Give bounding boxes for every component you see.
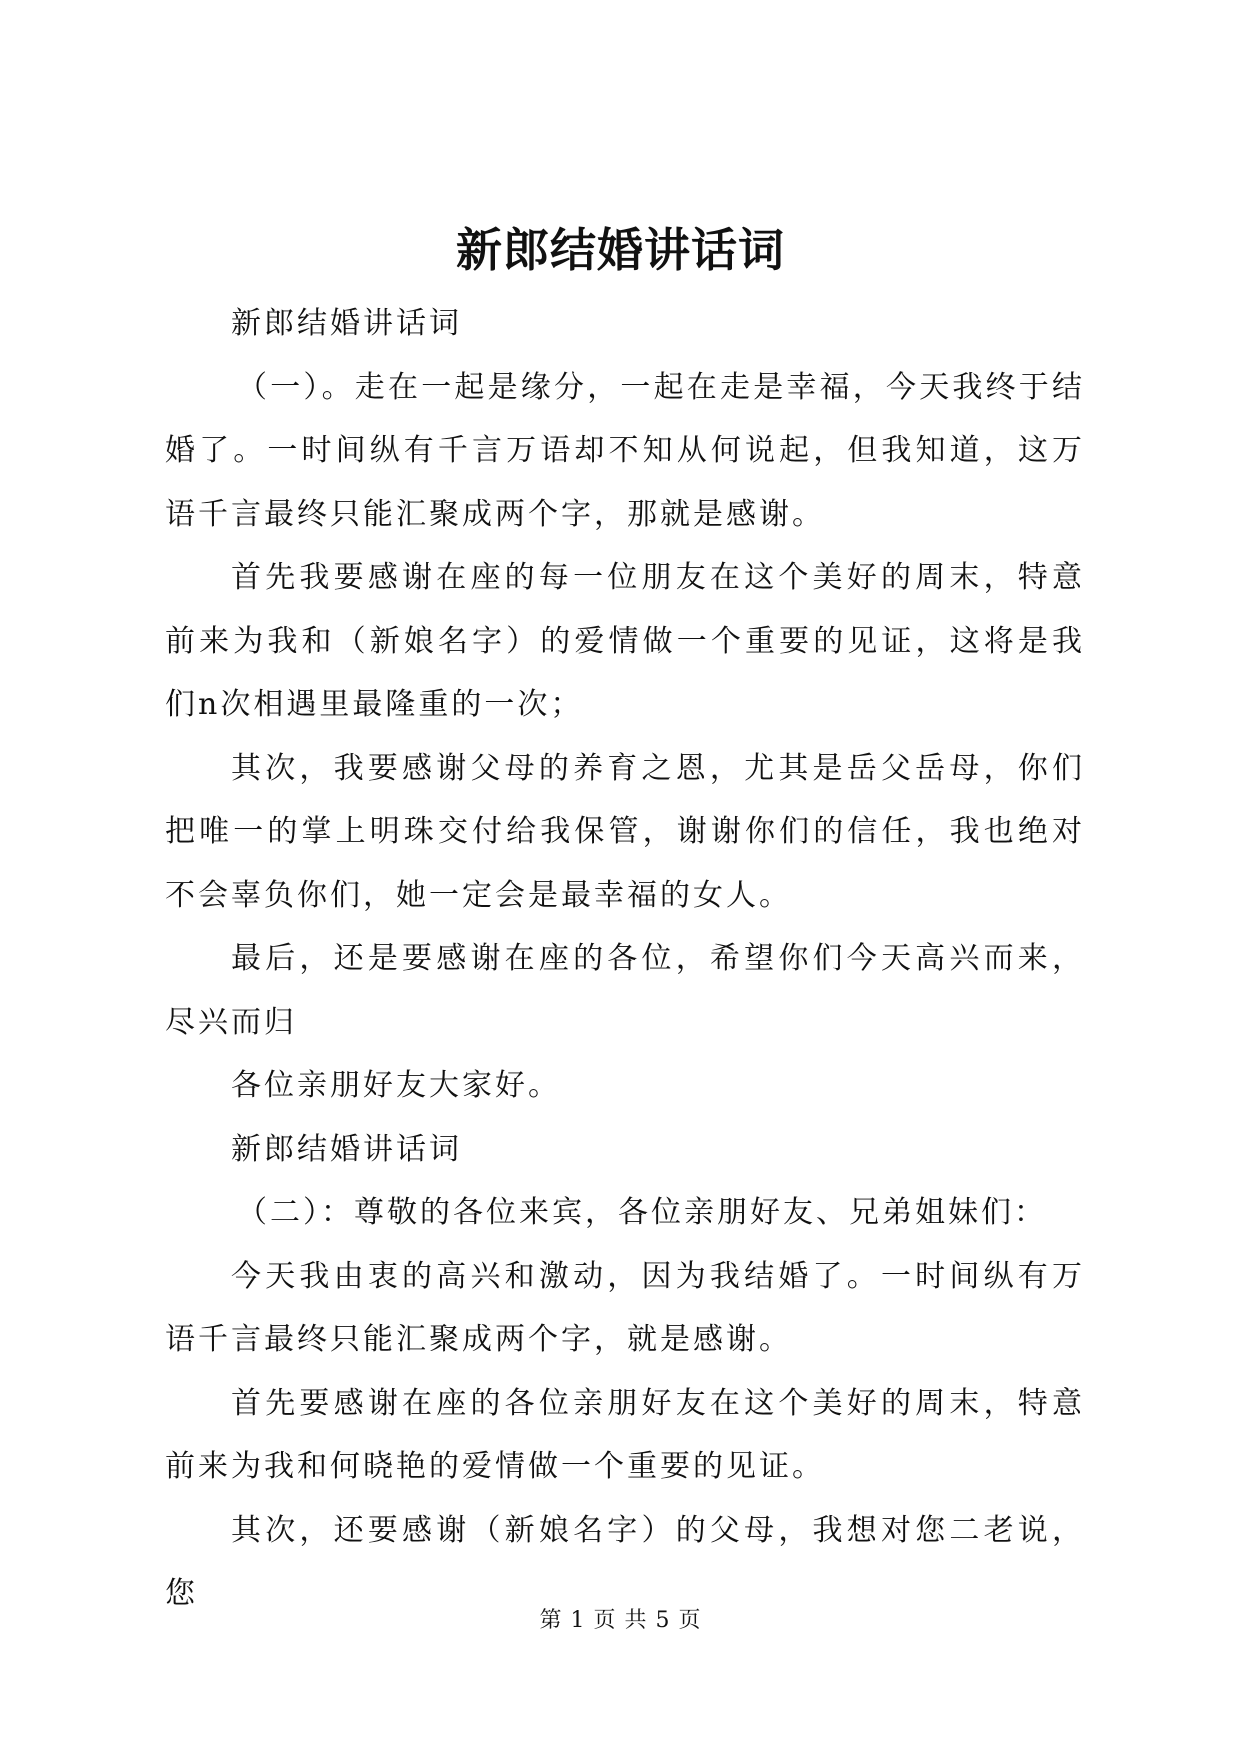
paragraph-thanks-relatives: 首先要感谢在座的各位亲朋好友在这个美好的周末，特意前来为我和何晓艳的爱情做一个重要的见证。 — [165, 1385, 1085, 1484]
paragraph-happiness: 今天我由衷的高兴和激动，因为我结婚了。一时间纵有万语千言最终只能汇聚成两个字，就是感谢。 — [165, 1258, 1085, 1357]
paragraph-subtitle-2: 新郎结婚讲话词 — [231, 1131, 462, 1167]
paragraph-thanks-guests: 最后，还是要感谢在座的各位，希望你们今天高兴而来，尽兴而归 — [165, 941, 1085, 1040]
paragraph-subtitle-1: 新郎结婚讲话词 — [231, 306, 462, 341]
paragraph-greeting: 各位亲朋好友大家好。 — [231, 1068, 561, 1103]
page-footer: 第 1 页 共 5 页 — [539, 1608, 702, 1633]
paragraph-section-1: （一）。走在一起是缘分，一起在走是幸福，今天我终于结婚了。一时间纵有千言万语却不知从何说起，但我知道，这万语千言最终只能汇聚成两个字，那就是感谢。 — [165, 369, 1085, 532]
document-title: 新郎结婚讲话词 — [456, 223, 785, 277]
document-body — [165, 292, 1085, 1626]
paragraph-thanks-parents: 其次，我要感谢父母的养育之恩，尤其是岳父岳母，你们把唯一的掌上明珠交付给我保管，谢谢你们的信任，我也绝对不会辜负你们，她一定会是最幸福的女人。 — [165, 750, 1085, 913]
paragraph-section-2: （二）：尊敬的各位来宾，各位亲朋好友、兄弟姐妹们： — [237, 1195, 1047, 1230]
paragraph-thanks-friends: 首先我要感谢在座的每一位朋友在这个美好的周末，特意前来为我和（新娘名字）的爱情做一个重要的见证，这将是我们n次相遇里最隆重的一次； — [165, 560, 1085, 722]
paragraph-thanks-bride-parents: 其次，还要感谢（新娘名字）的父母，我想对您二老说，您 — [165, 1512, 1085, 1611]
